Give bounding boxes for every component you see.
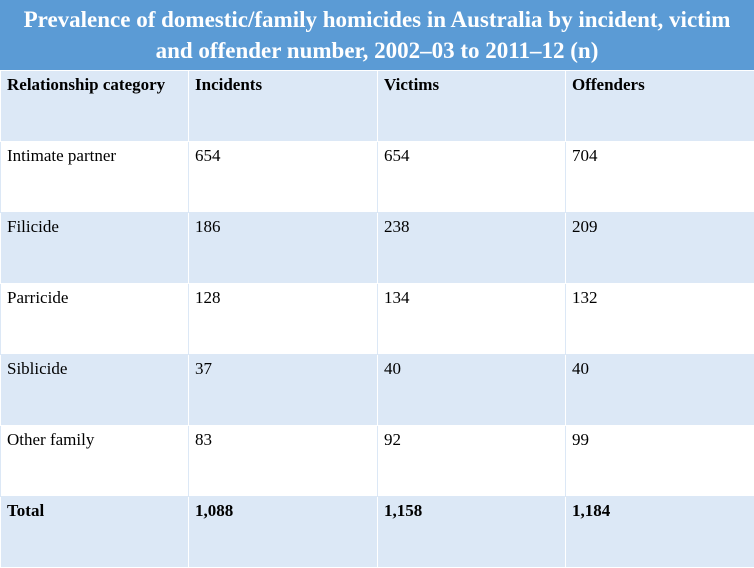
table-row <box>1 213 754 284</box>
title-bar <box>0 0 754 70</box>
cell-offenders: 40 <box>566 355 754 426</box>
table-row <box>1 355 754 426</box>
total-row <box>1 497 754 568</box>
cell-victims: 134 <box>378 284 566 355</box>
cell-offenders: 132 <box>566 284 754 355</box>
cell-incidents: 186 <box>189 213 378 284</box>
cell-victims: 654 <box>378 142 566 213</box>
table-row <box>1 142 754 213</box>
cell-total-label: Total <box>1 497 189 568</box>
cell-total-offenders: 1,184 <box>566 497 754 568</box>
header-offenders: Offenders <box>566 71 754 142</box>
cell-category: Intimate partner <box>1 142 189 213</box>
homicide-table <box>0 70 754 568</box>
cell-incidents: 83 <box>189 426 378 497</box>
header-incidents: Incidents <box>189 71 378 142</box>
cell-incidents: 37 <box>189 355 378 426</box>
cell-category: Siblicide <box>1 355 189 426</box>
cell-incidents: 128 <box>189 284 378 355</box>
cell-victims: 92 <box>378 426 566 497</box>
cell-incidents: 654 <box>189 142 378 213</box>
cell-category: Other family <box>1 426 189 497</box>
cell-category: Parricide <box>1 284 189 355</box>
header-row <box>1 71 754 142</box>
table-title: Prevalence of domestic/family homicides in Australia by incident, victim and offender number, 2002–03 to 2011–12 (n) <box>6 4 748 66</box>
header-relationship-category: Relationship category <box>1 71 189 142</box>
cell-offenders: 99 <box>566 426 754 497</box>
cell-total-victims: 1,158 <box>378 497 566 568</box>
table-row <box>1 284 754 355</box>
table-row <box>1 426 754 497</box>
cell-category: Filicide <box>1 213 189 284</box>
cell-offenders: 704 <box>566 142 754 213</box>
cell-offenders: 209 <box>566 213 754 284</box>
cell-victims: 40 <box>378 355 566 426</box>
cell-total-incidents: 1,088 <box>189 497 378 568</box>
header-victims: Victims <box>378 71 566 142</box>
cell-victims: 238 <box>378 213 566 284</box>
